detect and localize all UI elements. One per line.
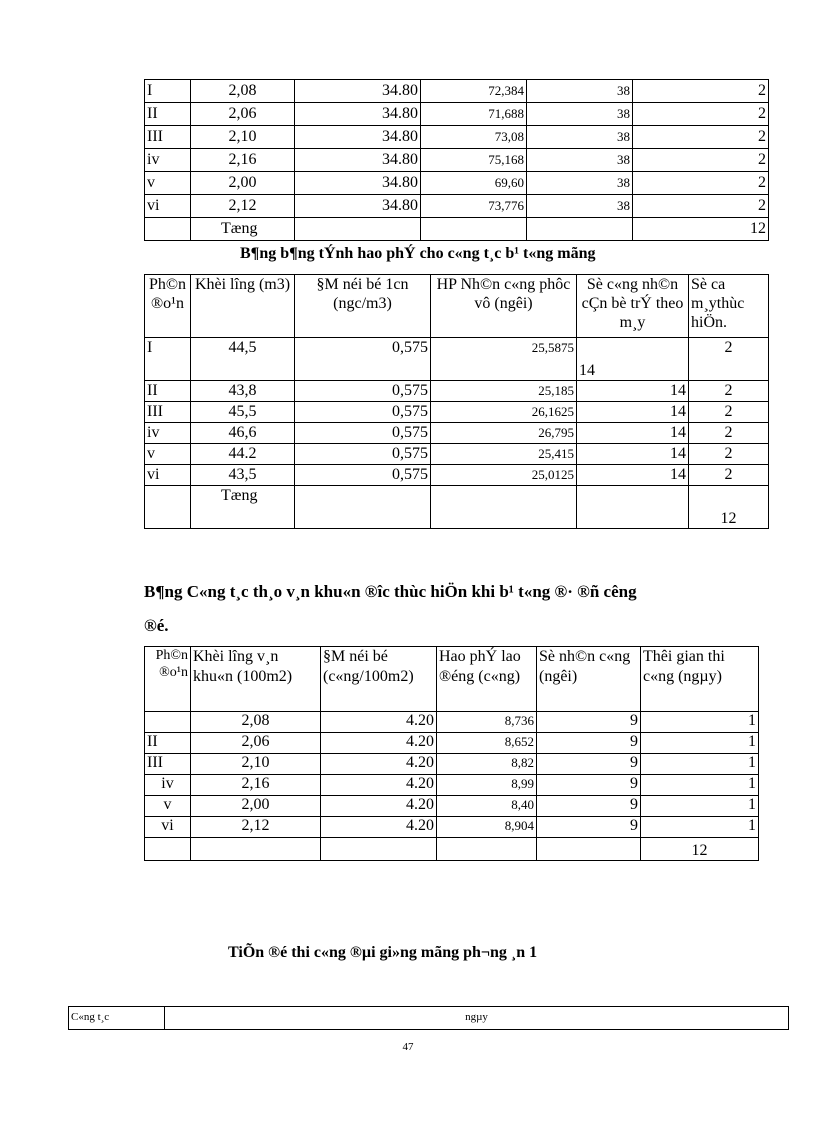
phase-cell: I (145, 338, 191, 381)
workers-cell: 38 (527, 195, 633, 218)
shifts-cell: 2 (689, 338, 769, 381)
hp-cell: 25,0125 (431, 465, 577, 486)
total-value: 12 (633, 218, 769, 241)
phase-cell: III (145, 126, 191, 149)
hp-cell: 8,99 (437, 775, 537, 796)
phase-cell: v (145, 172, 191, 195)
table2-caption: B¶ng b¶ng tÝnh hao phÝ cho c«ng t¸c b¹ t«ng mãng (240, 245, 596, 262)
norm-cell: 34.80 (295, 80, 421, 103)
header-cell: Ph©n ®o¹n (145, 275, 191, 338)
workers-cell: 14 (577, 465, 689, 486)
norm-cell: 4.20 (321, 733, 437, 754)
workers-cell: 9 (537, 775, 641, 796)
workers-cell: 9 (537, 754, 641, 775)
norm-cell: 0,575 (295, 381, 431, 402)
hp-cell: 26,1625 (431, 402, 577, 423)
header-cell: HP Nh©n c«ng phôc vô (ngêi) (431, 275, 577, 338)
hp-cell: 8,40 (437, 796, 537, 817)
norm-cell: 4.20 (321, 754, 437, 775)
table-labor-cost-concrete (144, 274, 769, 529)
workers-cell: 38 (527, 103, 633, 126)
header-cell: Ph©n ®o¹n (145, 647, 191, 712)
mass-cell: 2,08 (191, 80, 295, 103)
labor-cell: 71,688 (421, 103, 527, 126)
shifts-cell: 2 (633, 126, 769, 149)
table-row (145, 402, 769, 423)
table-row (145, 712, 759, 733)
empty-cell (537, 838, 641, 861)
table-row (145, 817, 759, 838)
mass-cell: 2,10 (191, 126, 295, 149)
days-column-header: ngµy (165, 1007, 789, 1030)
mass-cell: 2,12 (191, 195, 295, 218)
shifts-cell: 2 (689, 402, 769, 423)
labor-cell: 73,08 (421, 126, 527, 149)
norm-cell: 34.80 (295, 172, 421, 195)
shifts-cell: 2 (689, 381, 769, 402)
phase-cell: iv (145, 149, 191, 172)
days-cell: 1 (641, 754, 759, 775)
phase-cell: II (145, 733, 191, 754)
table-row (145, 444, 769, 465)
header-cell: Thêi gian thi c«ng (ngµy) (641, 647, 759, 712)
empty-cell (577, 486, 689, 529)
hp-cell: 25,5875 (431, 338, 577, 381)
table-row (145, 338, 769, 381)
schedule-table (68, 1006, 789, 1030)
empty-cell (145, 218, 191, 241)
schedule-title: TiÕn ®é thi c«ng ®µi gi»ng mãng ph¬ng ¸n 1 (228, 944, 538, 961)
shifts-cell: 2 (633, 195, 769, 218)
header-row (145, 647, 759, 712)
empty-cell (295, 486, 431, 529)
workers-cell: 9 (537, 796, 641, 817)
phase-cell: iv (145, 775, 191, 796)
workers-cell: 14 (577, 402, 689, 423)
mass-cell: 43,5 (191, 465, 295, 486)
norm-cell: 0,575 (295, 444, 431, 465)
total-value: 12 (689, 486, 769, 529)
hp-cell: 25,185 (431, 381, 577, 402)
table-row (145, 381, 769, 402)
header-cell: Hao phÝ lao ®éng (c«ng) (437, 647, 537, 712)
shifts-cell: 2 (689, 465, 769, 486)
labor-cell: 75,168 (421, 149, 527, 172)
mass-cell: 2,16 (191, 149, 295, 172)
table-formwork-removal (144, 646, 759, 861)
mass-cell: 2,00 (191, 172, 295, 195)
norm-cell: 4.20 (321, 817, 437, 838)
mass-cell: 44.2 (191, 444, 295, 465)
phase-cell: I (145, 80, 191, 103)
mass-cell: 2,16 (191, 775, 321, 796)
mass-cell: 45,5 (191, 402, 295, 423)
total-row (145, 486, 769, 529)
hp-cell: 26,795 (431, 423, 577, 444)
workers-cell: 38 (527, 126, 633, 149)
workers-cell: 14 (577, 338, 689, 381)
header-cell: Khèi lîng v¸n khu«n (100m2) (191, 647, 321, 712)
empty-cell (437, 838, 537, 861)
days-cell: 1 (641, 712, 759, 733)
labor-cell: 73,776 (421, 195, 527, 218)
table-row (145, 80, 769, 103)
empty-cell (191, 838, 321, 861)
workers-cell: 9 (537, 712, 641, 733)
days-cell: 1 (641, 817, 759, 838)
header-cell: Khèi lîng (m3) (191, 275, 295, 338)
hp-cell: 8,652 (437, 733, 537, 754)
empty-cell (527, 218, 633, 241)
phase-cell: iv (145, 423, 191, 444)
mass-cell: 44,5 (191, 338, 295, 381)
table3-caption-line1: B¶ng C«ng t¸c th¸o v¸n khu«n ®îc thùc hiÖn khi b¹ t«ng ®· ®ñ cêng (144, 582, 637, 601)
mass-cell: 2,12 (191, 817, 321, 838)
table-row (145, 733, 759, 754)
workers-cell: 14 (577, 423, 689, 444)
workers-cell: 14 (577, 444, 689, 465)
header-cell: Sè ca m¸ythùc hiÖn. (689, 275, 769, 338)
norm-cell: 4.20 (321, 796, 437, 817)
workers-cell: 9 (537, 733, 641, 754)
days-cell: 1 (641, 775, 759, 796)
empty-cell (321, 838, 437, 861)
shifts-cell: 2 (633, 149, 769, 172)
shifts-cell: 2 (633, 172, 769, 195)
table-row (145, 126, 769, 149)
days-cell: 1 (641, 796, 759, 817)
labor-cell: 72,384 (421, 80, 527, 103)
phase-cell: vi (145, 465, 191, 486)
norm-cell: 34.80 (295, 126, 421, 149)
phase-cell: III (145, 754, 191, 775)
empty-cell (145, 486, 191, 529)
total-value: 12 (641, 838, 759, 861)
norm-cell: 0,575 (295, 423, 431, 444)
header-cell: Sè nh©n c«ng (ngêi) (537, 647, 641, 712)
empty-cell (431, 486, 577, 529)
norm-cell: 34.80 (295, 149, 421, 172)
hp-cell: 25,415 (431, 444, 577, 465)
empty-cell (421, 218, 527, 241)
days-cell: 1 (641, 733, 759, 754)
table-concrete-work-summary (144, 79, 769, 241)
mass-cell: 43,8 (191, 381, 295, 402)
shifts-cell: 2 (633, 103, 769, 126)
total-label: Tæng (191, 486, 295, 529)
phase-cell: II (145, 103, 191, 126)
norm-cell: 0,575 (295, 338, 431, 381)
empty-cell (145, 838, 191, 861)
table-row (145, 465, 769, 486)
norm-cell: 4.20 (321, 712, 437, 733)
page-number: 47 (402, 1041, 414, 1053)
table-row (145, 423, 769, 444)
table-row (145, 172, 769, 195)
table-row (145, 796, 759, 817)
shifts-cell: 2 (689, 423, 769, 444)
workers-cell: 38 (527, 172, 633, 195)
norm-cell: 34.80 (295, 103, 421, 126)
total-row (145, 838, 759, 861)
mass-cell: 2,10 (191, 754, 321, 775)
workers-cell: 38 (527, 80, 633, 103)
shifts-cell: 2 (633, 80, 769, 103)
table-row (145, 149, 769, 172)
header-cell: Sè c«ng nh©n cÇn bè trÝ theo m¸y (577, 275, 689, 338)
header-row (145, 275, 769, 338)
empty-cell (295, 218, 421, 241)
mass-cell: 2,00 (191, 796, 321, 817)
hp-cell: 8,736 (437, 712, 537, 733)
norm-cell: 0,575 (295, 465, 431, 486)
shifts-cell: 2 (689, 444, 769, 465)
norm-cell: 34.80 (295, 195, 421, 218)
phase-cell: vi (145, 817, 191, 838)
work-column-header: C«ng t¸c (69, 1007, 165, 1030)
table-row (145, 103, 769, 126)
workers-cell: 9 (537, 817, 641, 838)
phase-cell (145, 712, 191, 733)
total-row (145, 218, 769, 241)
table-row (145, 775, 759, 796)
mass-cell: 2,06 (191, 103, 295, 126)
phase-cell: III (145, 402, 191, 423)
hp-cell: 8,82 (437, 754, 537, 775)
phase-cell: II (145, 381, 191, 402)
mass-cell: 2,08 (191, 712, 321, 733)
header-cell: §M néi bé (c«ng/100m2) (321, 647, 437, 712)
schedule-header-row (69, 1007, 789, 1030)
hp-cell: 8,904 (437, 817, 537, 838)
norm-cell: 4.20 (321, 775, 437, 796)
phase-cell: vi (145, 195, 191, 218)
total-label: Tæng (191, 218, 295, 241)
table3-caption-line2: ®é. (144, 616, 169, 635)
workers-cell: 14 (577, 381, 689, 402)
header-cell: §M néi bé 1cn (ngc/m3) (295, 275, 431, 338)
table-row (145, 195, 769, 218)
mass-cell: 46,6 (191, 423, 295, 444)
table-row (145, 754, 759, 775)
workers-cell: 38 (527, 149, 633, 172)
norm-cell: 0,575 (295, 402, 431, 423)
mass-cell: 2,06 (191, 733, 321, 754)
phase-cell: v (145, 444, 191, 465)
labor-cell: 69,60 (421, 172, 527, 195)
phase-cell: v (145, 796, 191, 817)
